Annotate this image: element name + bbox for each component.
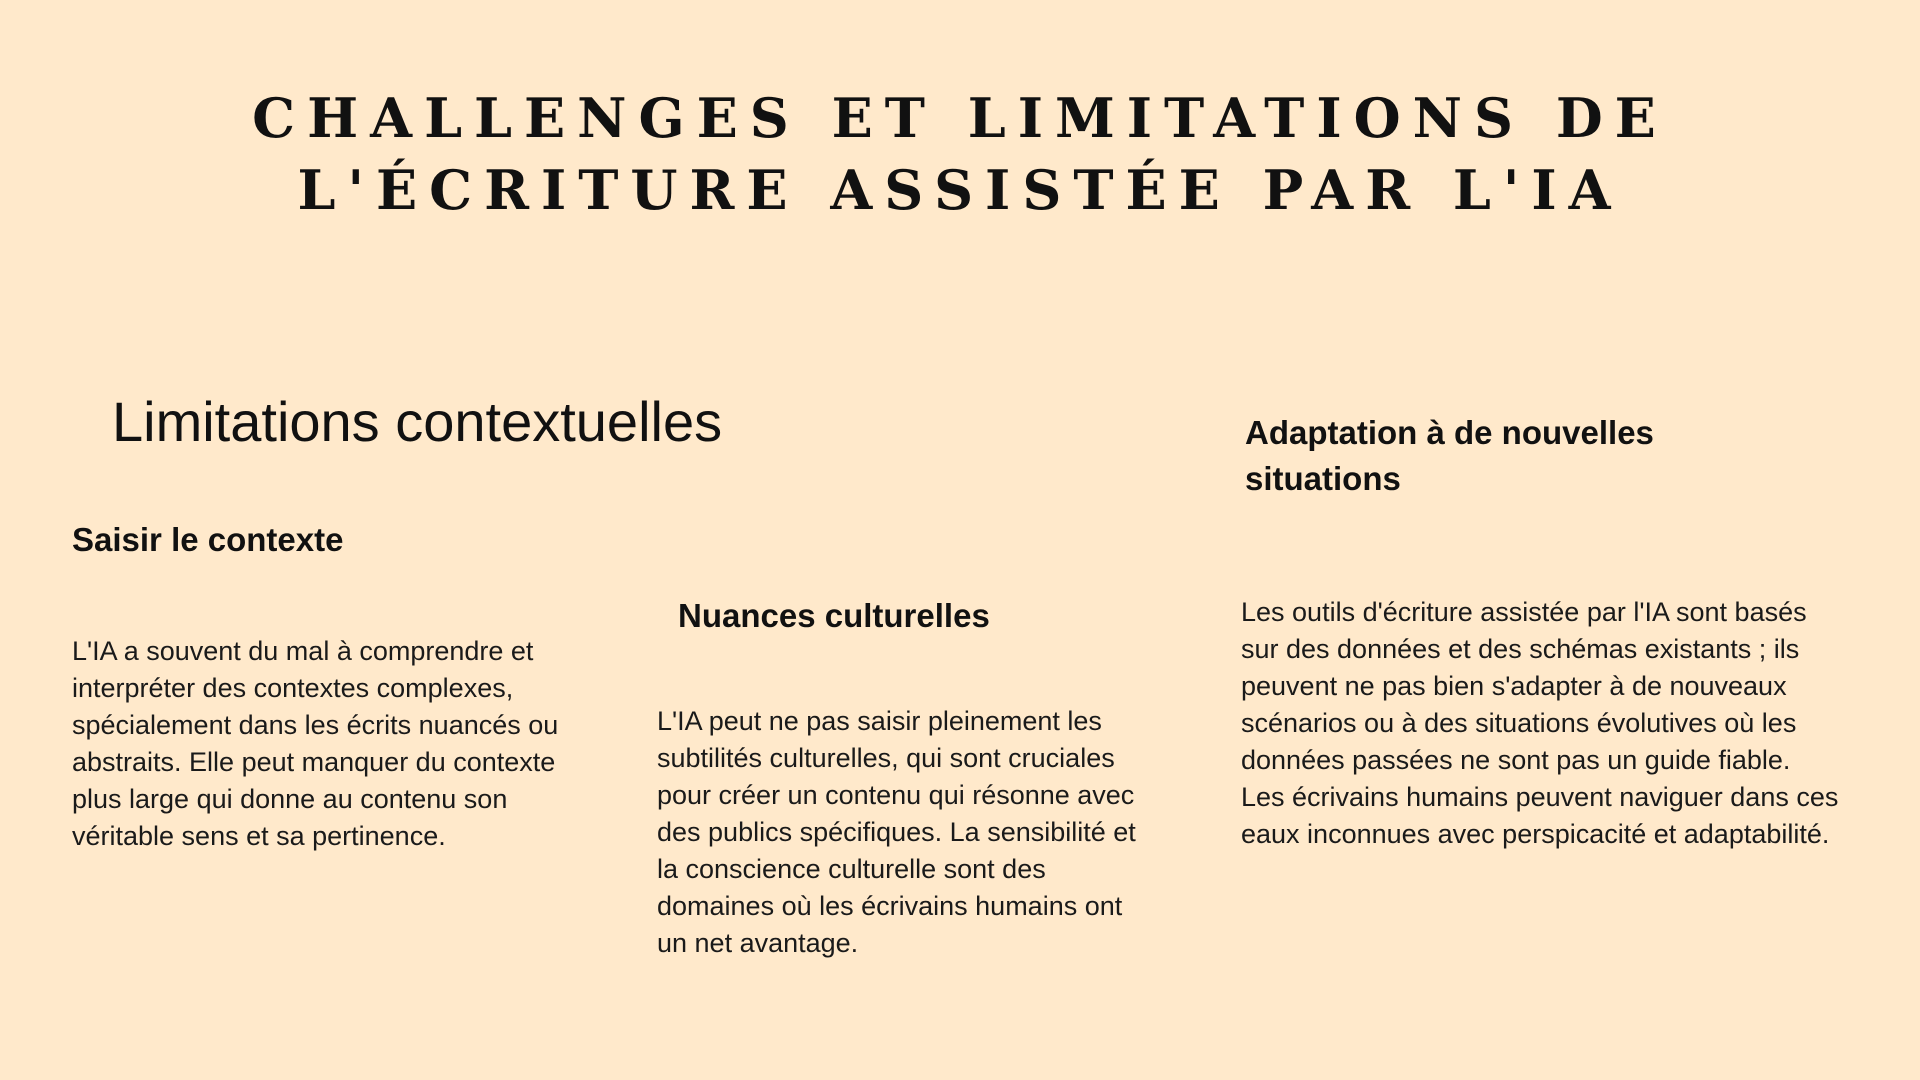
section-title: Limitations contextuelles xyxy=(112,390,723,454)
column-body-adaptation: Les outils d'écriture assistée par l'IA sont basés sur des données et des schémas existants ; ils peuvent ne pas bien s'adapter à de nouveaux scénarios ou à des situations évolutives où les données passées ne sont pas un guide fiable. Les écrivains humains peuvent naviguer dans ces eaux inconnues avec perspicacité et adaptabilité. xyxy=(1241,597,1839,849)
column-heading-cultural: Nuances culturelles xyxy=(678,597,990,634)
column-heading-adaptation: Adaptation à de nouvelles situations xyxy=(1245,414,1654,497)
column-heading-context: Saisir le contexte xyxy=(72,521,344,558)
slide-title-line-1: CHALLENGES ET LIMITATIONS DE xyxy=(252,86,1668,151)
column-body-context: L'IA a souvent du mal à comprendre et interpréter des contextes complexes, spécialement dans les écrits nuancés ou abstraits. Elle peut manquer du contexte plus large qui donne au contenu son véritable sens et sa pertinence. xyxy=(72,636,559,851)
slide-title xyxy=(160,82,1760,226)
slide-title-line-2: L'ÉCRITURE ASSISTÉE PAR L'IA xyxy=(297,158,1623,223)
column-body-cultural: L'IA peut ne pas saisir pleinement les subtilités culturelles, qui sont cruciales pour créer un contenu qui résonne avec des publics spécifiques. La sensibilité et la conscience culturelle sont des domaines où les écrivains humains ont un net avantage. xyxy=(657,706,1136,958)
